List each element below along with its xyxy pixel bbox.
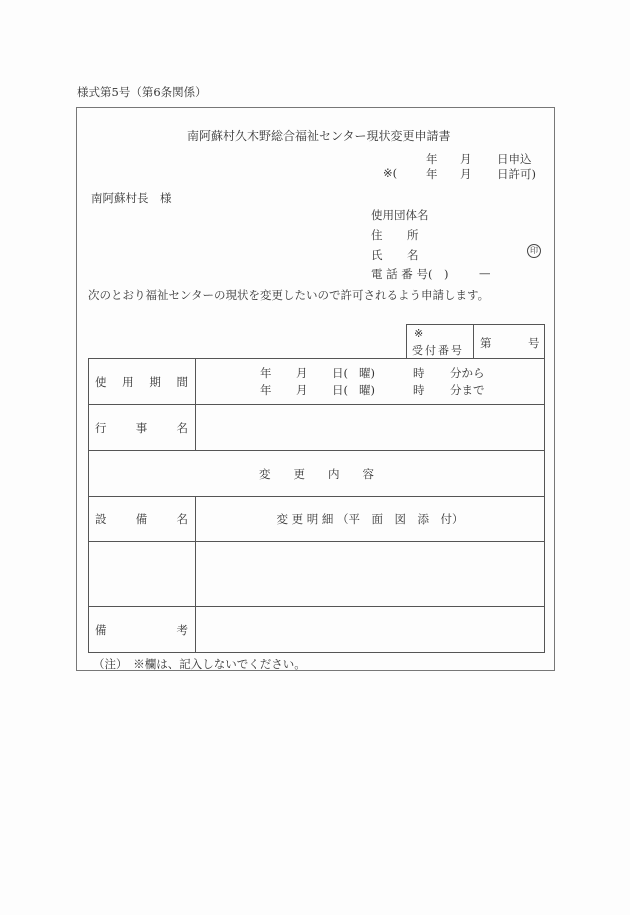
end-month: 月 — [296, 382, 308, 397]
change-application-table — [88, 358, 545, 653]
table-row-remarks — [89, 607, 545, 653]
period-label-char: 期 — [149, 374, 161, 389]
period-end-line — [196, 382, 544, 399]
change-detail-header: 変 更 明 細 （平 面 図 添 付） — [196, 497, 545, 542]
address-label-1: 住 — [371, 228, 383, 242]
name-label-1: 氏 — [371, 248, 383, 262]
permit-year: 年 — [426, 167, 438, 181]
equipment-label-cell — [89, 497, 196, 542]
permit-day: 日許可) — [497, 167, 536, 181]
start-month: 月 — [296, 365, 308, 380]
period-label-char: 間 — [176, 374, 188, 389]
form-caption: 様式第5号（第6条関係） — [77, 85, 207, 99]
period-label-char: 用 — [122, 374, 134, 389]
address-label-2: 所 — [407, 228, 419, 242]
group-name-label: 使用団体名 — [371, 208, 429, 222]
application-statement: 次のとおり福祉センターの現状を変更したいので許可されるよう申請します。 — [88, 288, 490, 302]
reception-number-label: 受付番号 — [412, 344, 464, 357]
reception-prefix: 第 — [480, 336, 492, 350]
seal-icon: 印 — [527, 244, 541, 258]
table-row-period — [89, 359, 545, 405]
equipment-name-field[interactable] — [89, 542, 196, 607]
event-label-char: 事 — [135, 420, 148, 435]
change-content-header: 変 更 内 容 — [89, 451, 545, 497]
apply-month: 月 — [460, 152, 472, 166]
reception-divider — [473, 325, 474, 359]
end-weekday: 曜) — [359, 382, 375, 397]
remarks-label-cell — [89, 607, 196, 653]
start-day: 日( — [332, 365, 348, 380]
addressee: 南阿蘇村長 様 — [91, 191, 172, 205]
equipment-label-char: 名 — [176, 512, 188, 526]
table-row-event — [89, 405, 545, 451]
equipment-label-char: 設 — [95, 512, 107, 526]
table-row-change-entry — [89, 542, 545, 607]
remarks-label-char: 備 — [95, 622, 107, 637]
reception-number-box — [406, 324, 545, 359]
end-day: 日( — [332, 382, 348, 397]
end-minute: 分まで — [450, 382, 485, 397]
remarks-field[interactable] — [196, 607, 545, 653]
permit-month: 月 — [460, 167, 472, 181]
end-year: 年 — [260, 382, 272, 397]
change-detail-field[interactable] — [196, 542, 545, 607]
period-value-cell[interactable] — [196, 359, 545, 405]
start-minute: 分から — [450, 365, 485, 380]
period-label-cell — [89, 359, 196, 405]
footnote: （注） ※欄は、記入しないでください。 — [93, 657, 306, 671]
event-label-cell — [89, 405, 196, 451]
table-row-equipment-header — [89, 497, 545, 542]
event-label-char: 名 — [176, 420, 188, 435]
phone-label: 電 話 番 号( ) — [371, 267, 449, 281]
table-row-change-header — [89, 451, 545, 497]
name-label-2: 名 — [407, 248, 419, 262]
event-label-char: 行 — [95, 420, 107, 435]
apply-year: 年 — [426, 152, 438, 166]
end-hour: 時 — [413, 382, 425, 397]
event-name-field[interactable] — [196, 405, 545, 451]
equipment-label-char: 備 — [135, 512, 148, 526]
period-start-line — [196, 365, 544, 382]
form-title: 南阿蘇村久木野総合福祉センター現状変更申請書 — [187, 129, 451, 143]
permit-prefix: ※( — [383, 166, 398, 180]
start-weekday: 曜) — [359, 365, 375, 380]
office-use-mark: ※ — [414, 327, 424, 340]
phone-dash: — — [479, 266, 491, 280]
start-hour: 時 — [413, 365, 425, 380]
start-year: 年 — [260, 365, 272, 380]
period-label-char: 使 — [95, 374, 107, 389]
remarks-label-char: 考 — [176, 622, 188, 637]
apply-day: 日申込 — [497, 152, 532, 166]
reception-suffix: 号 — [528, 336, 540, 350]
